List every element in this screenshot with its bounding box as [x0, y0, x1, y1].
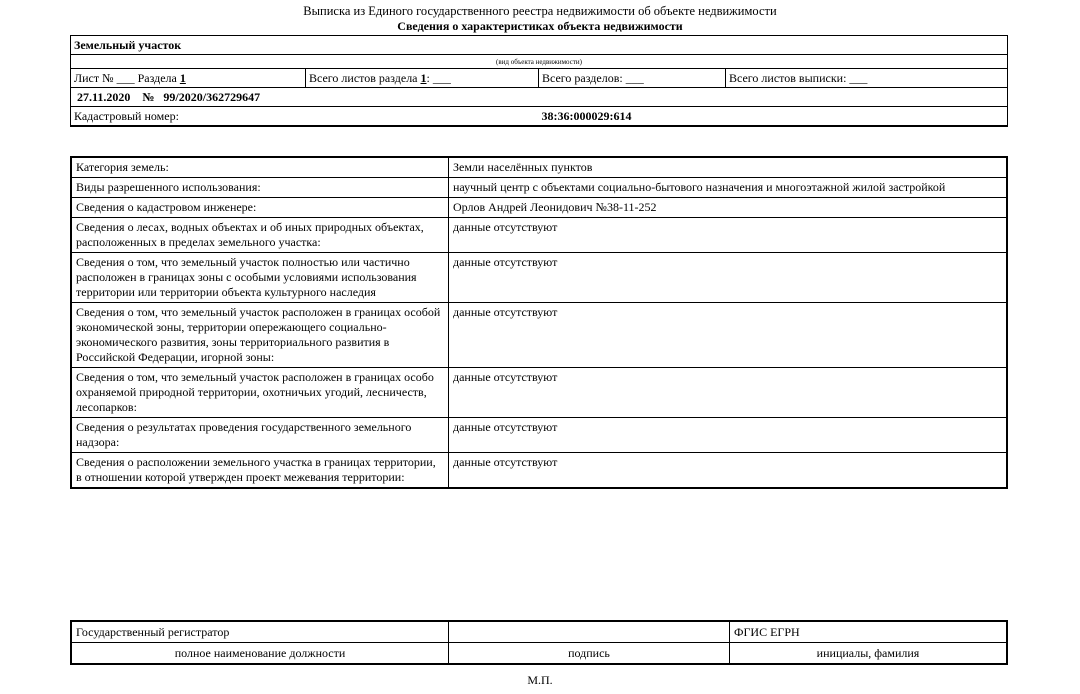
- row-label: Сведения о том, что земельный участок расположен в границах особой экономической зоны, территории опережающего социально-экономического развития, зоны территориального развития в Российской Федерации, игорной зоны:: [71, 303, 449, 368]
- extract-date-number: 27.11.2020 № 99/2020/362729647: [71, 88, 1008, 107]
- document-title: Выписка из Единого государственного реестра недвижимости об объекте недвижимости: [303, 4, 777, 18]
- table-row: [71, 368, 1007, 418]
- row-value: данные отсутствуют: [449, 303, 1008, 368]
- row-value: данные отсутствуют: [449, 218, 1008, 253]
- registrar-name: ФГИС ЕГРН: [730, 621, 1008, 643]
- row-label: Сведения о том, что земельный участок полностью или частично расположен в границах зоны с особыми условиями использования территории или территории объекта культурного наследия: [71, 253, 449, 303]
- row-value: Орлов Андрей Леонидович №38-11-252: [449, 198, 1008, 218]
- row-label: Сведения о лесах, водных объектах и об иных природных объектах, расположенных в пределах земельного участка:: [71, 218, 449, 253]
- table-row: [71, 178, 1007, 198]
- signature-block: [70, 620, 1008, 665]
- row-label: Сведения о результатах проведения государственного земельного надзора:: [71, 418, 449, 453]
- table-row: [71, 303, 1007, 368]
- characteristics-table: [70, 156, 1008, 489]
- row-value: данные отсутствуют: [449, 418, 1008, 453]
- total-section-sheets: Всего листов раздела 1: ___: [306, 69, 539, 88]
- row-label: Сведения о расположении земельного участка в границах территории, в отношении которой утвержден проект межевания территории:: [71, 453, 449, 489]
- table-row: [71, 418, 1007, 453]
- object-type: Земельный участок: [71, 36, 1008, 55]
- registrar-position: Государственный регистратор: [71, 621, 449, 643]
- row-value: научный центр с объектами социально-бытового назначения и многоэтажной жилой застройкой: [449, 178, 1008, 198]
- object-type-caption: (вид объекта недвижимости): [496, 57, 582, 66]
- signature-caption: подпись: [449, 643, 730, 665]
- initials-caption: инициалы, фамилия: [730, 643, 1008, 665]
- row-label: Виды разрешенного использования:: [71, 178, 449, 198]
- table-row: [71, 253, 1007, 303]
- table-row: [71, 157, 1007, 178]
- row-label: Сведения о том, что земельный участок расположен в границах особо охраняемой природной территории, охотничьих угодий, лесничеств, лесопарков:: [71, 368, 449, 418]
- table-row: [71, 198, 1007, 218]
- row-label: Сведения о кадастровом инженере:: [71, 198, 449, 218]
- row-label: Категория земель:: [71, 157, 449, 178]
- table-row: [71, 453, 1007, 489]
- row-value: Земли населённых пунктов: [449, 157, 1008, 178]
- row-value: данные отсутствуют: [449, 453, 1008, 489]
- document-subtitle: Сведения о характеристиках объекта недвижимости: [397, 19, 683, 33]
- row-value: данные отсутствуют: [449, 368, 1008, 418]
- table-row: [71, 218, 1007, 253]
- total-extract-sheets: Всего листов выписки: ___: [726, 69, 1008, 88]
- signature-field: [449, 621, 730, 643]
- extract-header-block: [70, 35, 1008, 127]
- sheet-number: Лист № ___ Раздела 1: [71, 69, 306, 88]
- row-value: данные отсутствуют: [449, 253, 1008, 303]
- cadastral-number-label: Кадастровый номер:: [71, 107, 539, 127]
- position-caption: полное наименование должности: [71, 643, 449, 665]
- cadastral-number-value: 38:36:000029:614: [539, 107, 1008, 127]
- total-sections: Всего разделов: ___: [539, 69, 726, 88]
- stamp-place: М.П.: [527, 673, 553, 687]
